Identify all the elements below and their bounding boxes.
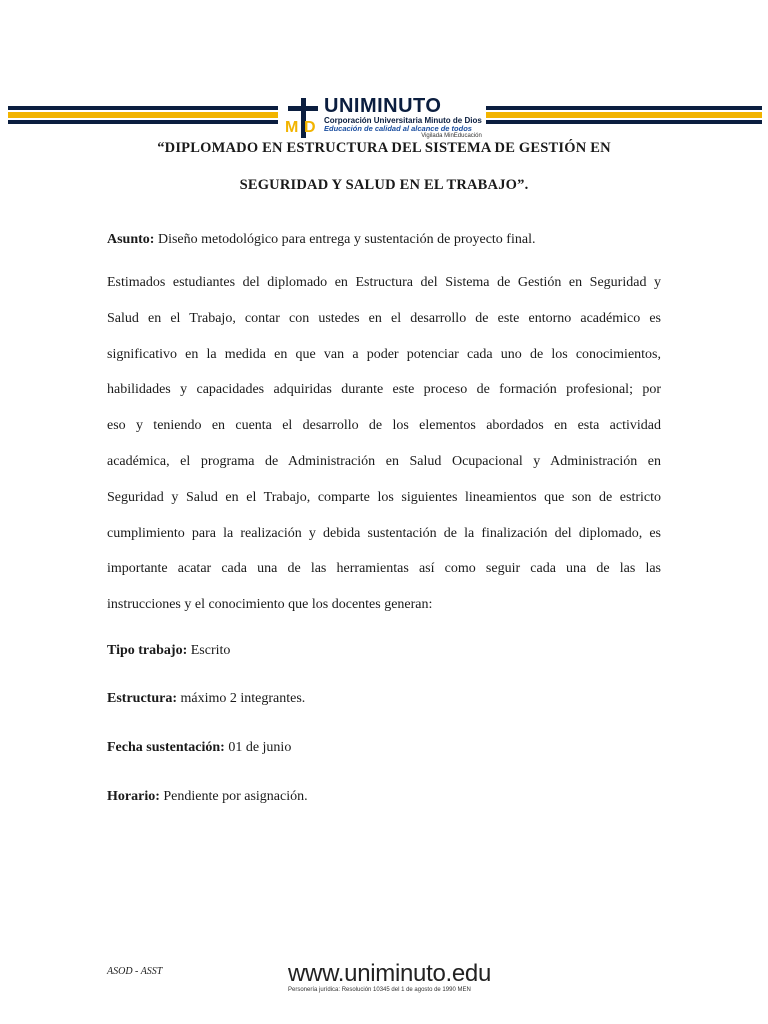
svg-text:M: M [285, 119, 299, 136]
footer-legal-note: Personería jurídica: Resolución 10345 del 1 de agosto de 1990 MEN [288, 987, 471, 993]
body-line: eso y teniendo en cuenta el desarrollo de los elementos abordados en esta actividad [107, 418, 661, 434]
body-line: significativo en la medida en que van a poder potenciar cada uno de los conocimientos, [107, 346, 661, 362]
footer-program-code: ASOD - ASST [107, 966, 163, 977]
brand-note: Vigilada MinEducación [421, 133, 482, 139]
brand-subtitle: Corporación Universitaria Minuto de Dios [324, 116, 482, 125]
body-line: importante acatar cada una de las herramientas así como seguir cada una de las las [107, 561, 661, 577]
subject-label: Asunto: [107, 232, 155, 247]
body-paragraph [107, 265, 661, 623]
uniminuto-emblem-icon [284, 98, 322, 138]
field-horario [107, 789, 308, 805]
field-value: Pendiente por asignación. [159, 789, 308, 804]
field-value: Escrito [187, 643, 231, 658]
subject-value: Diseño metodológico para entrega y sustentación de proyecto final. [154, 232, 536, 247]
body-line: Salud en el Trabajo, contar con ustedes en el desarrollo de este entorno académico es [107, 310, 661, 326]
field-label: Tipo trabajo: [107, 643, 188, 658]
footer-url: www.uniminuto.edu [288, 960, 492, 987]
svg-text:D: D [304, 119, 316, 136]
field-label: Fecha sustentación: [107, 740, 225, 755]
body-line: Seguridad y Salud en el Trabajo, comparte los siguientes lineamientos que son de estricto [107, 489, 661, 505]
field-value: 01 de junio [224, 740, 292, 755]
field-label: Estructura: [107, 691, 177, 706]
document-title-line-1: “DIPLOMADO EN ESTRUCTURA DEL SISTEMA DE GESTIÓN EN [157, 140, 611, 156]
body-line: habilidades y capacidades adquiridas durante este proceso de formación profesional; por [107, 382, 661, 398]
body-line: académica, el programa de Administración en Salud Ocupacional y Administración en [107, 453, 661, 469]
field-tipo-trabajo [107, 643, 230, 659]
field-label: Horario: [107, 789, 160, 804]
body-line: instrucciones y el conocimiento que los docentes generan: [107, 597, 433, 613]
brand-name: UNIMINUTO [324, 95, 442, 117]
body-line: Estimados estudiantes del diplomado en Estructura del Sistema de Gestión en Seguridad y [107, 275, 661, 290]
field-estructura [107, 691, 305, 707]
field-fecha-sustentacion [107, 740, 291, 756]
field-value: máximo 2 integrantes. [177, 691, 306, 706]
subject-line [107, 222, 661, 258]
document-title-line-2: SEGURIDAD Y SALUD EN EL TRABAJO”. [239, 177, 529, 193]
brand-tagline: Educación de calidad al alcance de todos [324, 124, 472, 133]
uniminuto-logo [278, 96, 486, 142]
body-line: cumplimiento para la realización y debida sustentación de la finalización del diplomado, es [107, 525, 661, 541]
